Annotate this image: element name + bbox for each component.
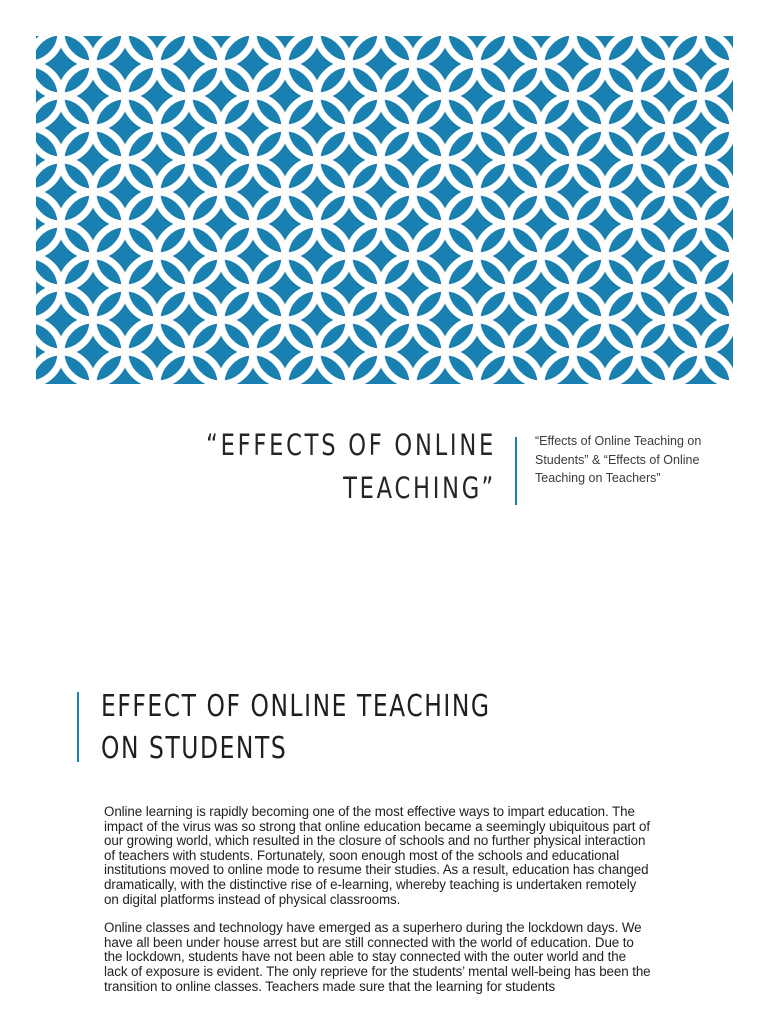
- slide-subtitle: “Effects of Online Teaching on Students” & “Effects of Online Teaching on Teachers”: [535, 434, 702, 485]
- section-body: [104, 805, 652, 1008]
- section-heading: EFFECT OF ONLINE TEACHING ON STUDENTS: [101, 689, 491, 766]
- slide-title: “EFFECTS OF ONLINE TEACHING”: [206, 428, 496, 505]
- paragraph: Online learning is rapidly becoming one of the most effective ways to impart education. The impact of the virus was so strong that online education became a seemingly ubiquitous part of our growing world, which resulted in the closure of schools and no further physical interaction of teachers with students. Fortunately, soon enough most of the schools and educational institutions moved to online mode to resume their studies. As a result, education has changed dramatically, with the distinctive rise of e-learning, whereby teaching is undertaken remotely on digital platforms instead of physical classrooms.: [104, 804, 650, 907]
- paragraph: Online classes and technology have emerged as a superhero during the lockdown days. We have all been under house arrest but are still connected with the world of education. Due to the lockdown, students have not been able to stay connected with the outer world and the lack of exposure is evident. The only reprieve for the students’ mental well-being has been the transition to online classes. Teachers made sure that the learning for students: [104, 920, 651, 994]
- title-divider: [515, 437, 517, 505]
- decorative-pattern-banner: [36, 36, 733, 384]
- section-accent-bar: [77, 692, 79, 762]
